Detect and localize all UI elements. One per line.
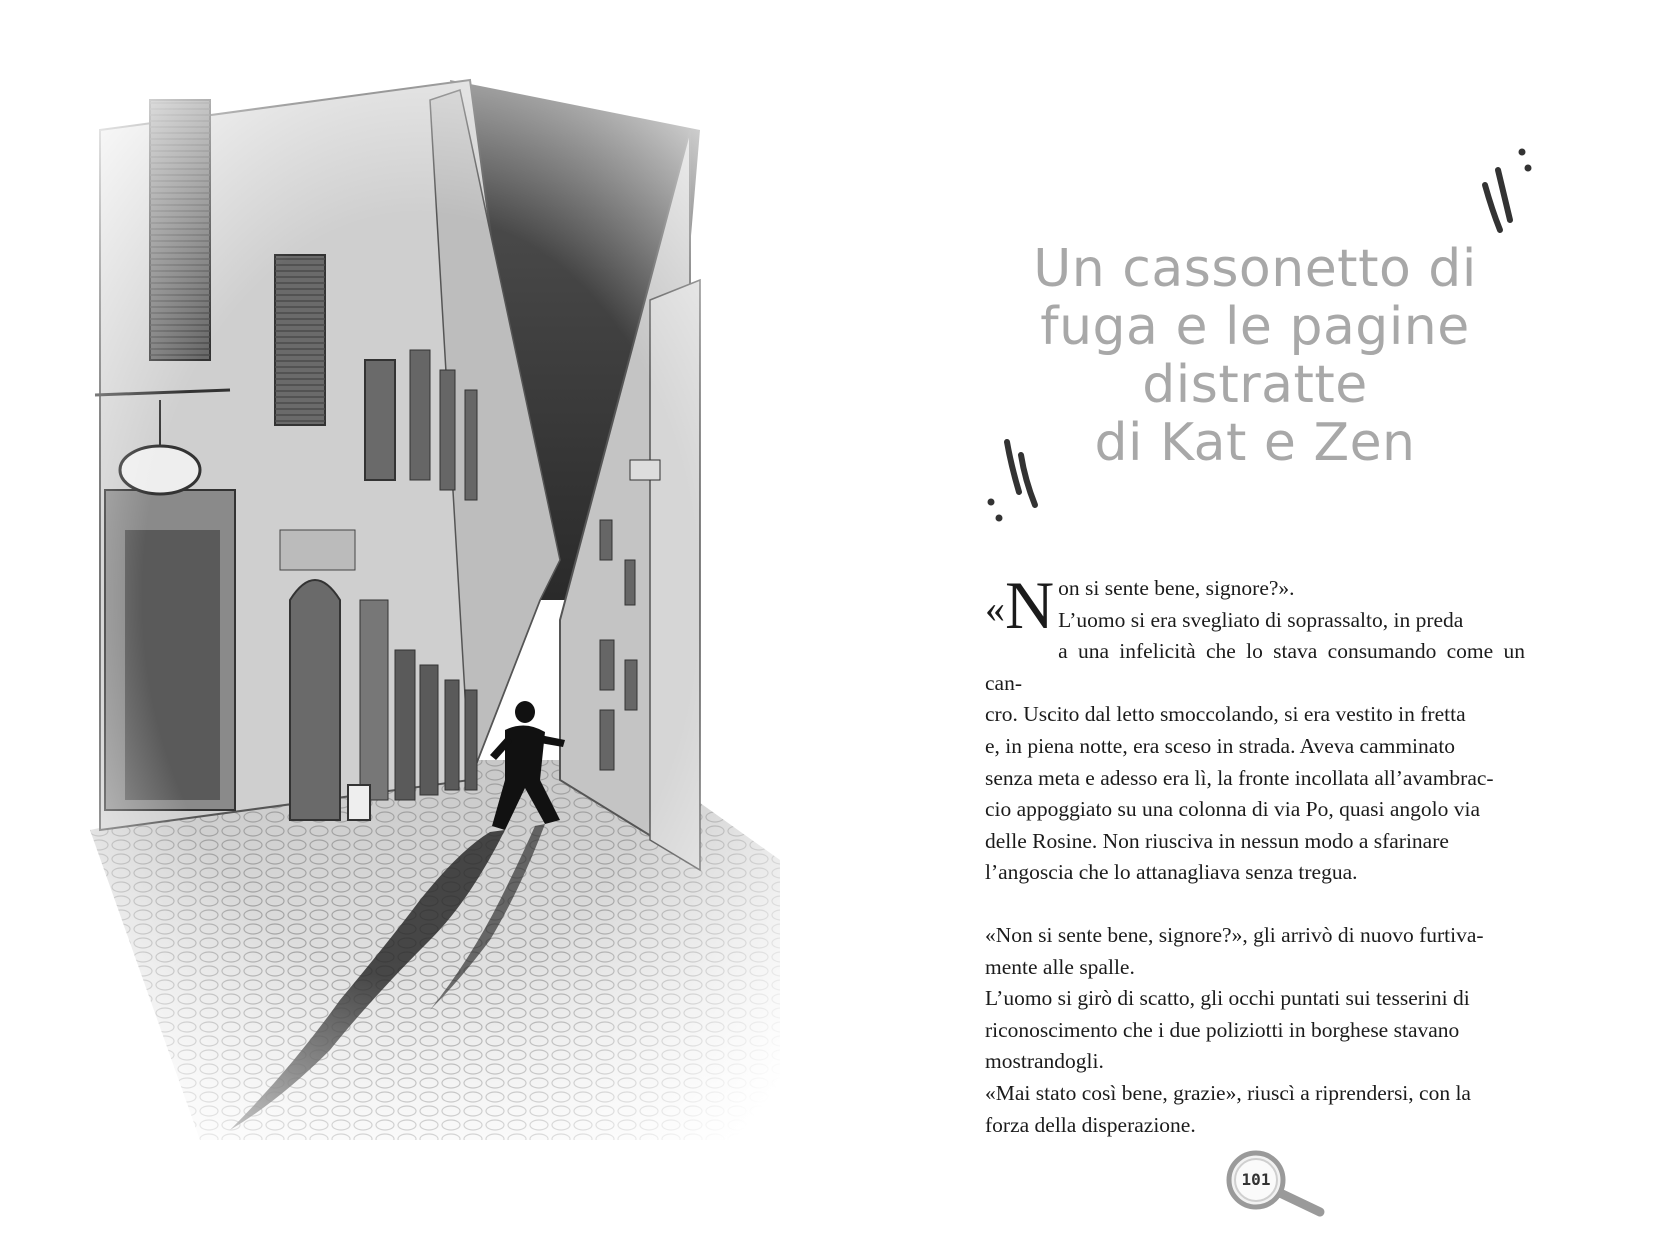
text-line: delle Rosine. Non riusciva in nessun modo a sfarinare (985, 828, 1449, 853)
title-line: distratte (1142, 354, 1368, 415)
text-line: mostrandogli. (985, 1049, 1104, 1074)
paragraph (985, 920, 1525, 1141)
title-line: Un cassonetto di (1033, 238, 1477, 299)
text-line: forza della disperazione. (985, 1112, 1196, 1137)
drop-cap-letter: N (1005, 567, 1055, 643)
page-number-badge (1220, 1150, 1330, 1220)
paragraph (985, 567, 1525, 889)
text-line: L’uomo si girò di scatto, gli occhi puntati sui tesserini di (985, 986, 1470, 1011)
text-line: cio appoggiato su una colonna di via Po, quasi angolo via (985, 797, 1481, 822)
text-line: riconoscimento che i due poliziotti in borghese stavano (985, 1017, 1460, 1042)
text-line: «Non si sente bene, signore?», gli arrivò di nuovo furtiva- (985, 922, 1484, 947)
street-illustration-icon (0, 40, 840, 1200)
squiggle-deco-icon (1470, 140, 1540, 250)
chapter-title (985, 240, 1525, 472)
text-line: on si sente bene, signore?». (1058, 576, 1295, 600)
drop-cap (985, 567, 1055, 643)
page-number: 101 (1241, 1170, 1271, 1189)
title-line: di Kat e Zen (1094, 412, 1416, 473)
drop-cap-quote: « (985, 586, 1005, 631)
text-line: senza meta e adesso era lì, la fronte incollata all’avambrac- (985, 765, 1494, 790)
text-line: e, in piena notte, era sceso in strada. Aveva camminato (985, 733, 1456, 758)
text-line: cro. Uscito dal letto smoccolando, si era vestito in fretta (985, 702, 1466, 727)
text-line: L’uomo si era svegliato di soprassalto, in preda (1058, 607, 1464, 632)
text-line: l’angoscia che lo attanagliava senza tregua. (985, 860, 1358, 885)
text-line: «Mai stato così bene, grazie», riuscì a riprendersi, con la (985, 1080, 1471, 1105)
title-line: fuga e le pagine (1040, 296, 1470, 357)
text-line: mente alle spalle. (985, 954, 1135, 979)
text-line: a una infelicità che lo stava consumando come un can- (985, 639, 1525, 695)
body-text (985, 567, 1525, 1141)
